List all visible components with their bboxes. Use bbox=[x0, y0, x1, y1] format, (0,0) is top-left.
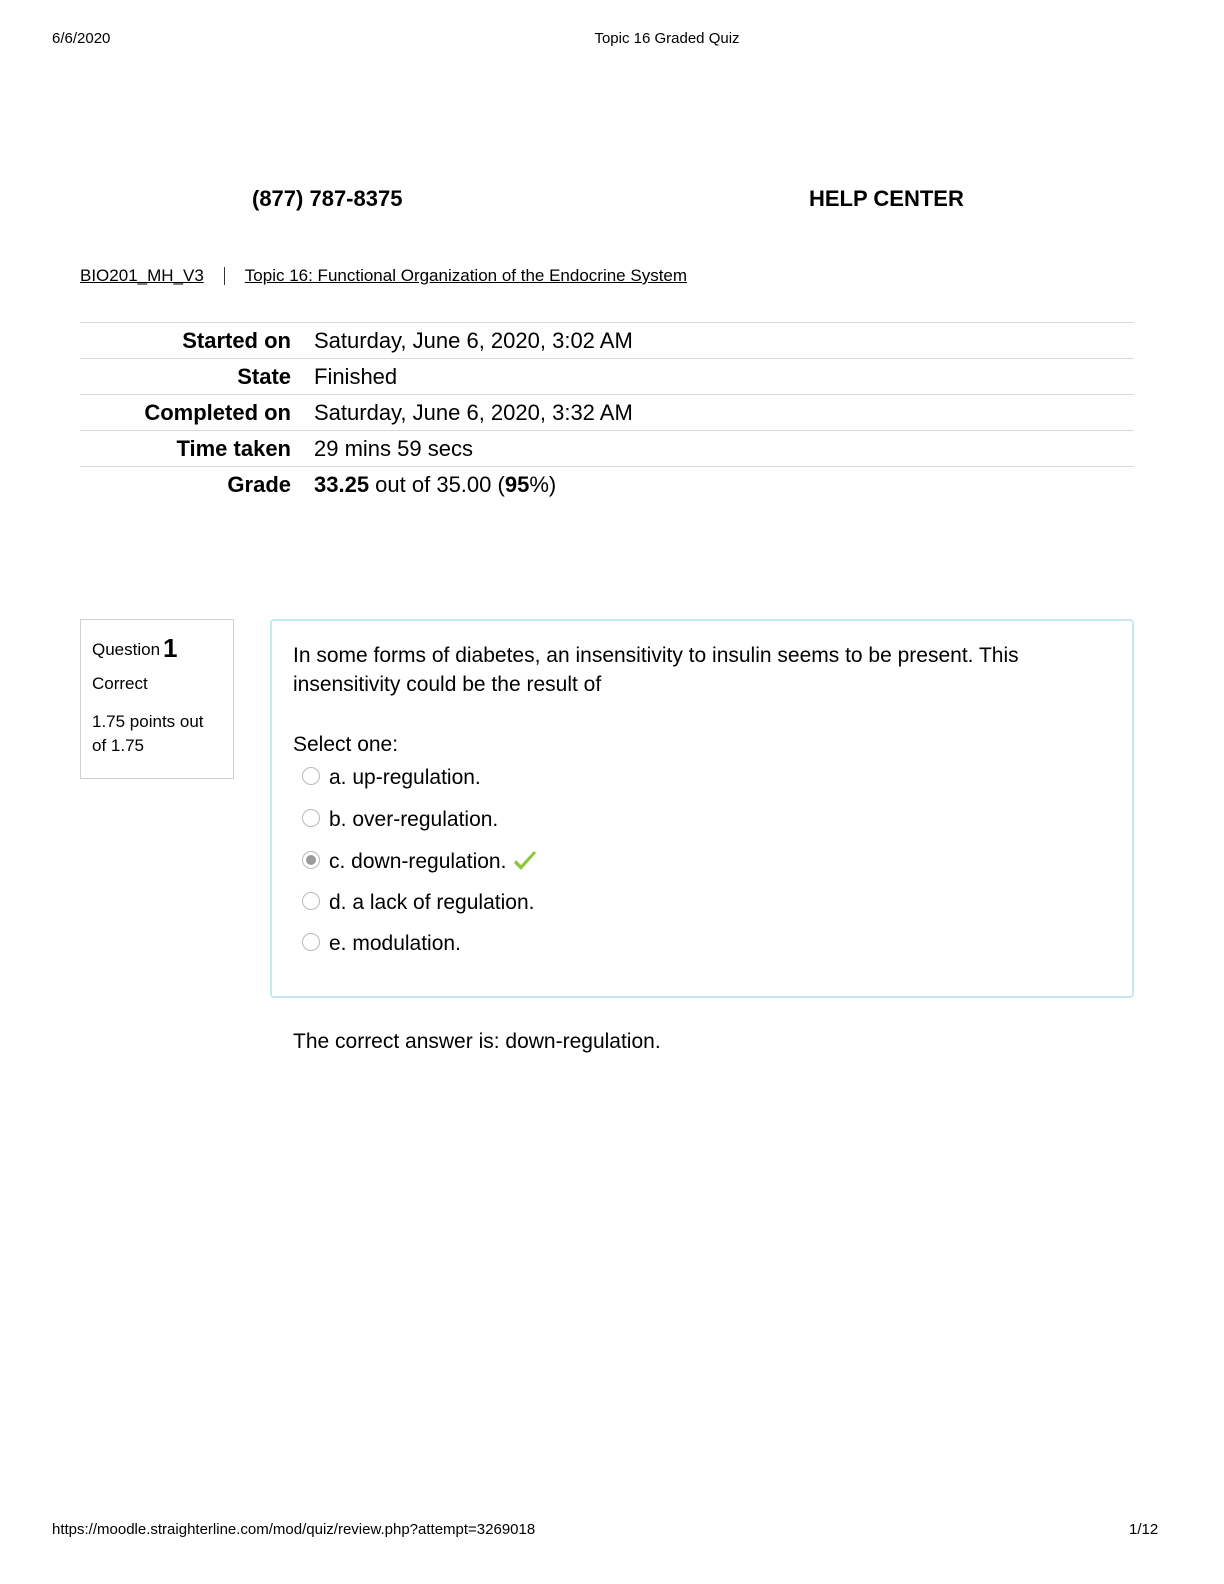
grade-score: 33.25 bbox=[314, 471, 370, 497]
summary-row-grade bbox=[80, 467, 1134, 503]
breadcrumb-course-link[interactable]: BIO201_MH_V3 bbox=[80, 266, 204, 285]
question-text: In some forms of diabetes, an insensitivity to insulin seems to be present. This insensitivity could be the result of bbox=[293, 644, 1019, 696]
breadcrumb-divider bbox=[224, 267, 225, 285]
attempt-summary-table bbox=[80, 322, 1134, 502]
print-page-number: 1/12 bbox=[1129, 1521, 1159, 1538]
summary-label: Completed on bbox=[80, 395, 314, 431]
option-label: c. down-regulation. bbox=[329, 850, 507, 873]
radio-button-selected[interactable] bbox=[302, 851, 320, 869]
question-info-box bbox=[80, 619, 234, 779]
answer-option-e[interactable] bbox=[302, 932, 461, 956]
summary-label: State bbox=[80, 359, 314, 395]
answer-option-c[interactable] bbox=[302, 849, 538, 875]
answer-option-a[interactable] bbox=[302, 766, 481, 790]
grade-percent: 95 bbox=[504, 471, 530, 497]
summary-value: Saturday, June 6, 2020, 3:32 AM bbox=[314, 395, 1134, 431]
answer-option-b[interactable] bbox=[302, 808, 498, 832]
option-label: b. over-regulation. bbox=[329, 808, 499, 831]
help-center-link[interactable]: HELP CENTER bbox=[809, 186, 964, 211]
print-url: https://moodle.straighterline.com/mod/quiz/review.php?attempt=3269018 bbox=[52, 1521, 536, 1538]
question-number bbox=[92, 630, 222, 666]
question-points: 1.75 points out of 1.75 bbox=[92, 712, 204, 755]
breadcrumb-topic-link[interactable]: Topic 16: Functional Organization of the Endocrine System bbox=[244, 266, 688, 285]
option-label: e. modulation. bbox=[329, 932, 461, 955]
summary-row-started bbox=[80, 323, 1134, 359]
summary-value: Finished bbox=[314, 359, 1134, 395]
summary-row-time bbox=[80, 431, 1134, 467]
summary-label: Started on bbox=[80, 323, 314, 359]
option-label: a. up-regulation. bbox=[329, 766, 481, 789]
summary-row-completed bbox=[80, 395, 1134, 431]
grade-percent-suffix: %) bbox=[529, 471, 557, 497]
question-number-value: 1 bbox=[163, 633, 178, 663]
radio-button[interactable] bbox=[302, 892, 320, 910]
radio-button[interactable] bbox=[302, 767, 320, 785]
summary-label: Time taken bbox=[80, 431, 314, 467]
grade-out-of: out of 35.00 ( bbox=[369, 471, 505, 497]
summary-value: Saturday, June 6, 2020, 3:02 AM bbox=[314, 323, 1134, 359]
radio-button[interactable] bbox=[302, 933, 320, 951]
question-state: Correct bbox=[92, 674, 148, 694]
summary-row-state bbox=[80, 359, 1134, 395]
breadcrumb bbox=[80, 266, 687, 286]
summary-label: Grade bbox=[80, 467, 314, 503]
phone-number[interactable]: (877) 787-8375 bbox=[252, 186, 403, 211]
question-label: Question bbox=[92, 640, 161, 659]
checkmark-icon bbox=[512, 849, 538, 875]
option-label: d. a lack of regulation. bbox=[329, 891, 535, 914]
grade-value bbox=[314, 467, 1134, 503]
print-title: Topic 16 Graded Quiz bbox=[594, 30, 740, 47]
select-one-prompt: Select one: bbox=[293, 733, 399, 756]
correct-answer-feedback: The correct answer is: down-regulation. bbox=[293, 1030, 661, 1053]
summary-value: 29 mins 59 secs bbox=[314, 431, 1134, 467]
print-date: 6/6/2020 bbox=[52, 30, 111, 47]
answer-option-d[interactable] bbox=[302, 891, 534, 915]
radio-button[interactable] bbox=[302, 809, 320, 827]
